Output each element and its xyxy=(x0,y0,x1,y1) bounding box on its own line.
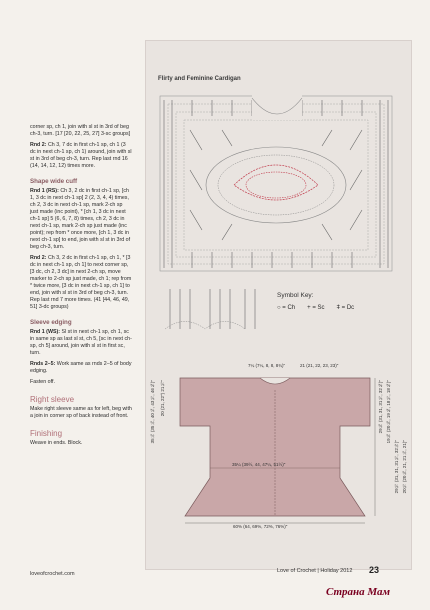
section-heading: Sleeve edging xyxy=(30,319,72,326)
measure-label: 20½ (20¾, 21, 21¼, 21)" xyxy=(402,440,407,494)
dc-symbol: ǂ = Dc xyxy=(336,305,355,311)
measure-label: 35¼ (35¼, 40¼, 43½, 46¾)" xyxy=(150,380,155,444)
page-number: 23 xyxy=(369,565,380,575)
sc-symbol: + = Sc xyxy=(307,305,325,311)
edging-chart xyxy=(165,284,260,334)
measure-label: 20 (21, 22") 21½" xyxy=(160,380,165,417)
symbol-key-legend xyxy=(277,305,354,311)
measure-label: 35¼ (39½, 44, 47¼, 51½)" xyxy=(232,462,286,467)
pattern-text-column xyxy=(30,124,132,451)
section-heading: Finishing xyxy=(30,429,63,438)
measure-label: 19¾ (20¾, 19¾, 18½, 18¾)" xyxy=(386,380,391,444)
paragraph: corner sp, ch 1, join with sl st in 3rd of beg ch-3, turn. [17 [20, 22, 25, 27] 3-sc groups] xyxy=(30,124,131,137)
section-heading: Shape wide cuff xyxy=(30,178,78,185)
paragraph: Make right sleeve same as for left, beg with a join in corner sp of back instead of front. xyxy=(30,406,132,419)
watermark: Страна Мам xyxy=(326,586,391,598)
garment-schematic xyxy=(170,368,390,538)
measure-label: 7¼ (7¼, 8, 8, 8¾)" xyxy=(248,363,286,368)
footer-magazine: Love of Crochet | Holiday 2012 xyxy=(277,568,353,574)
chain-symbol: ○ = Ch xyxy=(277,305,296,311)
measure-label: 29¾ (31, 31, 31½, 32¾)" xyxy=(378,380,383,434)
footer-site: loveofcrochet.com xyxy=(30,571,75,577)
paragraph: Weave in ends. Block. xyxy=(30,440,83,446)
measure-label: 29½ (31, 31, 31½, 32½)" xyxy=(394,440,399,494)
paragraph: Rnd 1 (WS): Sl st in next ch-1 sp, ch 1, sc in same sp as last sl st, ch 5, [sc in next ch-sp, ch 5] around, join with sl st in first sc, turn. xyxy=(30,329,132,356)
paragraph: Rnd 1 (RS): Ch 3, 2 dc in first ch-1 sp, [ch 1, 3 dc in next ch-1 sp] 2 (2, 3, 4, 4) times, ch 2, 3 dc in next ch-1 sp, mark 2-ch sp just made (inc point), * [ch 1, 3 dc in next ch-1 sp] 5 (6, 6, 7, 8) times, ch 2, 3 dc in next ch-1 sp, mark 2-ch sp just made (inc point); rep from * once more, [ch 1, 3 dc in next ch-1 sp] to end, join with sl st in 3rd of beg ch-3, turn. xyxy=(30,188,131,250)
measure-label: 60% (64, 69%, 72%, 76%)" xyxy=(233,524,288,529)
measure-label: 21 (21, 22, 23, 23)" xyxy=(300,363,339,368)
symbol-key-title: Symbol Key: xyxy=(277,292,314,299)
paragraph: Rnd 2: Ch 3, 2 dc in first ch-1 sp, ch 1, * [3 dc in next ch-1 sp, ch 1] to next corner sp, [3 dc, ch 2, 3 dc] in next 2-ch sp, move marker to 2-ch sp just made, ch 1; rep from * twice more, [3 dc in next ch-1 sp, ch 1] to end, join with sl st in 3rd of beg ch-3, turn. Rep last rnd 7 more times. (41 [44, 46, 49, 51] 3-dc groups) xyxy=(30,255,132,310)
panel-title: Flirty and Feminine Cardigan xyxy=(158,76,241,82)
section-heading: Right sleeve xyxy=(30,395,75,404)
paragraph: Rnds 2–5: Work same as rnds 2–5 of body edging. xyxy=(30,361,132,374)
paragraph: Fasten off. xyxy=(30,379,55,385)
crochet-stitch-chart xyxy=(152,90,402,280)
paragraph: Rnd 2: Ch 3, 7 dc in first ch-1 sp, ch 1 (3 dc in next ch-1 sp, ch 1) around, join with sl st in 3rd of beg ch-3, turn. Rep last rnd 16 (14, 14, 12, 12) times more. xyxy=(30,142,132,169)
